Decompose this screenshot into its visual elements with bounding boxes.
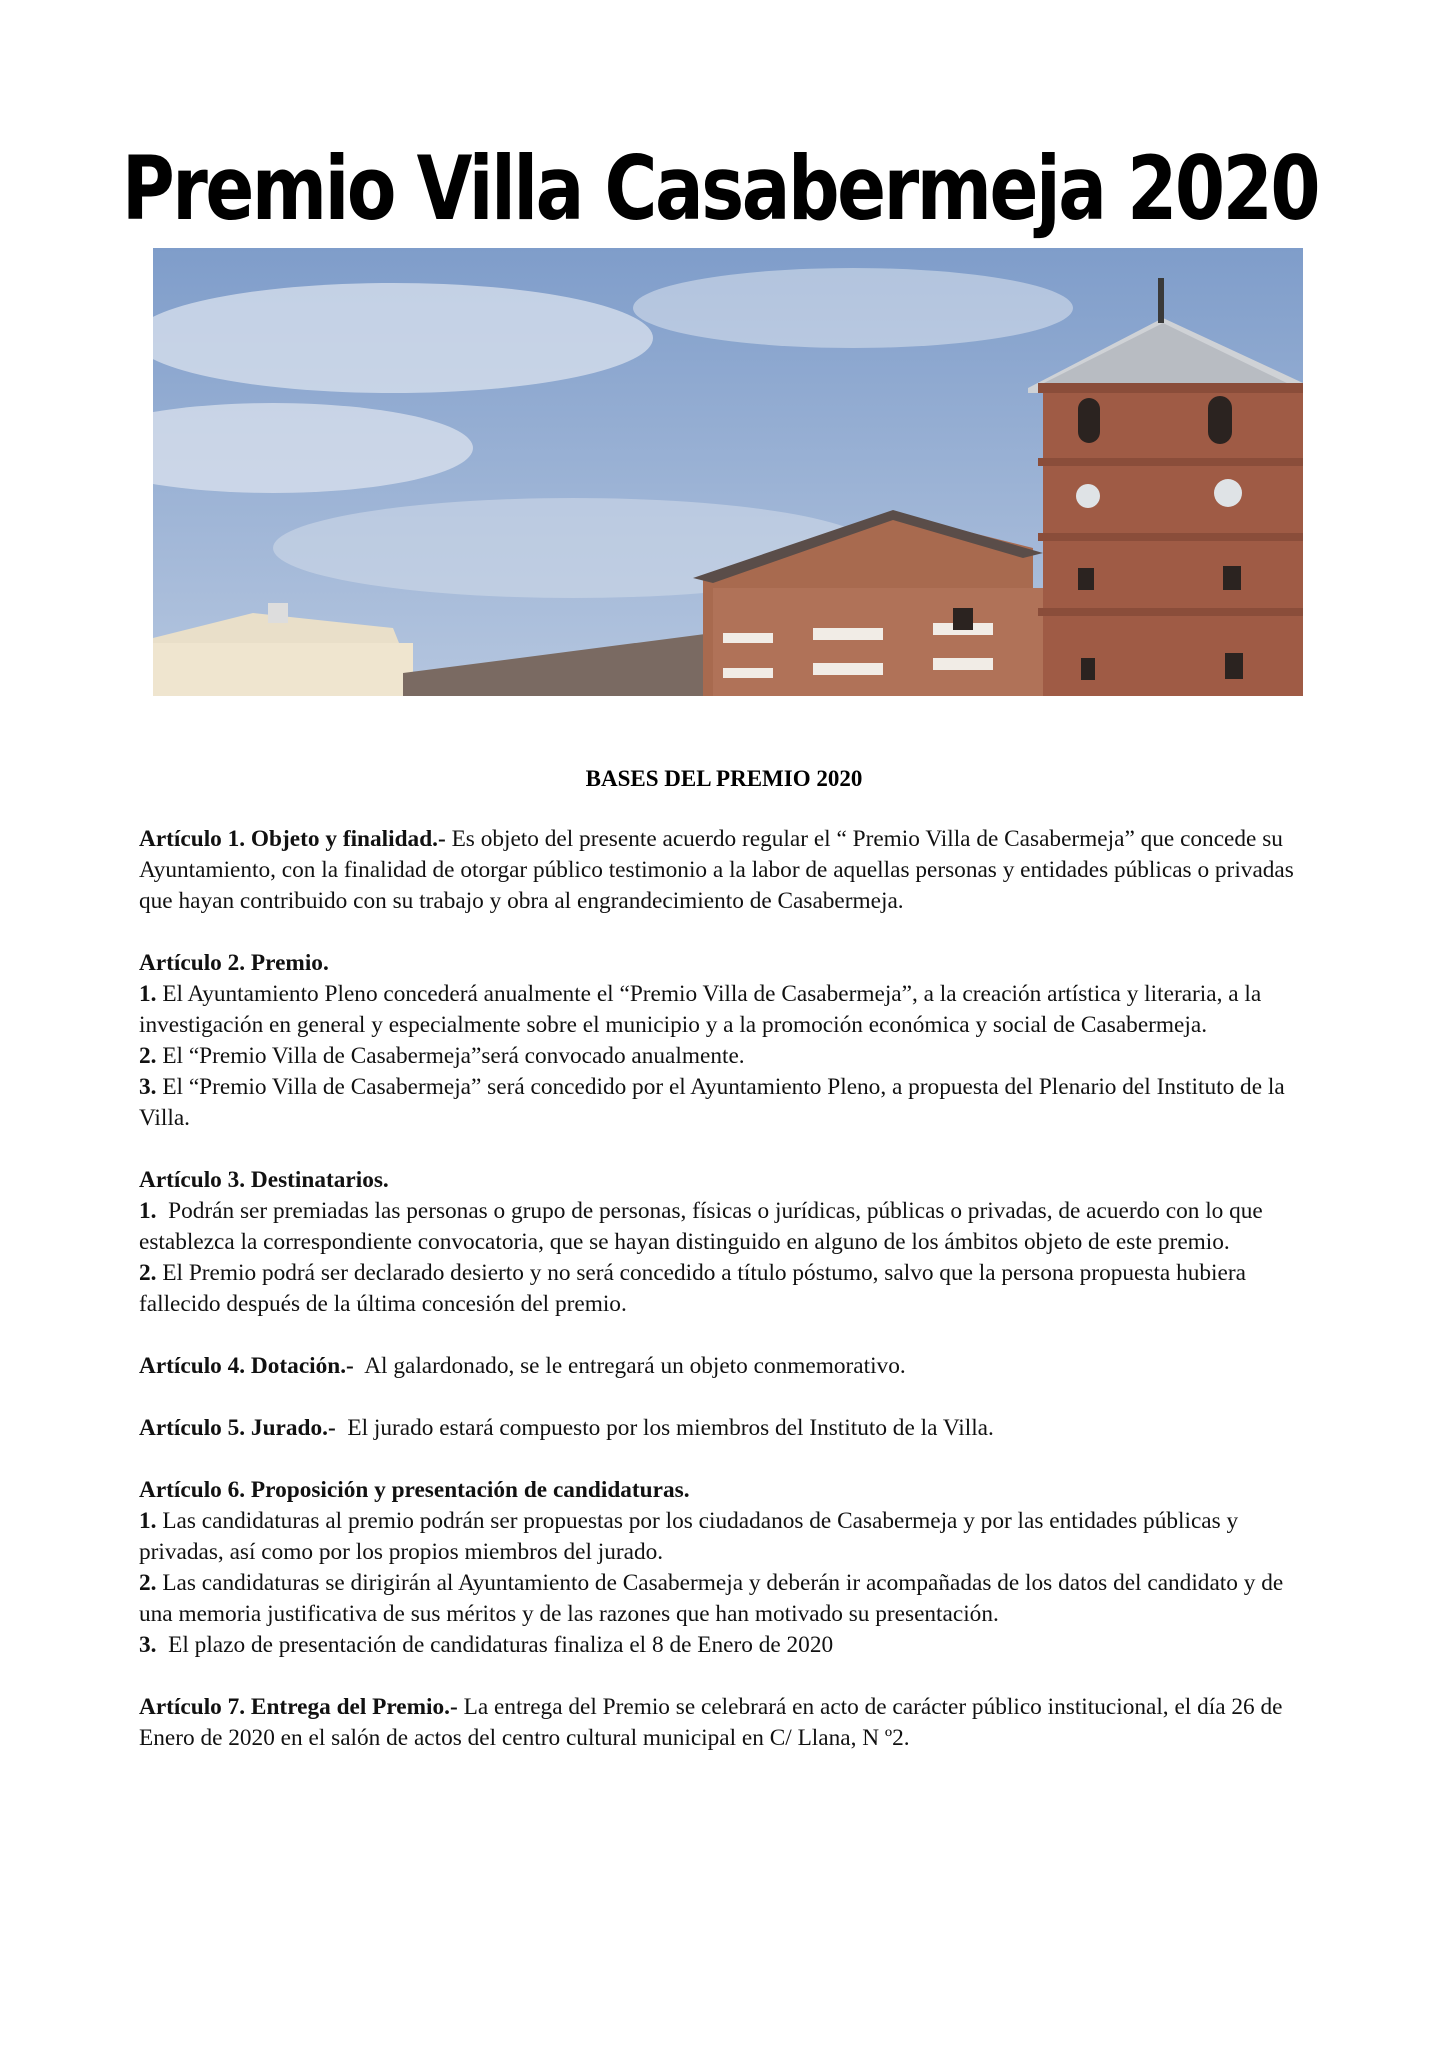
article-item bbox=[139, 1568, 1319, 1630]
item-number: 2. bbox=[139, 1043, 157, 1069]
article-3 bbox=[139, 1165, 1319, 1320]
article-title: Artículo 4. Dotación.- bbox=[139, 1353, 354, 1379]
article-1 bbox=[139, 824, 1319, 917]
item-text: El “Premio Villa de Casabermeja” será concedido por el Ayuntamiento Pleno, a propuesta del Plenario del Instituto de la Villa. bbox=[139, 1074, 1285, 1131]
article-title: Artículo 5. Jurado.- bbox=[139, 1415, 336, 1441]
item-text: El plazo de presentación de candidaturas finaliza el 8 de Enero de 2020 bbox=[168, 1632, 834, 1658]
article-title: Artículo 7. Entrega del Premio.- bbox=[139, 1694, 458, 1720]
item-number: 2. bbox=[139, 1570, 157, 1596]
article-title: Artículo 6. Proposición y presentación de candidaturas. bbox=[139, 1477, 690, 1503]
item-text: El Ayuntamiento Pleno concederá anualmente el “Premio Villa de Casabermeja”, a la creación artística y literaria, a la investigación en general y especialmente sobre el municipio y a la promoción económica y social de Casabermeja. bbox=[139, 981, 1262, 1038]
document-heading: BASES DEL PREMIO 2020 bbox=[585, 766, 863, 791]
article-item bbox=[139, 1630, 1319, 1661]
article-item bbox=[139, 1041, 1319, 1072]
article-title: Artículo 1. Objeto y finalidad.- bbox=[139, 826, 446, 852]
article-5 bbox=[139, 1413, 1319, 1444]
article-text: La entrega del Premio se celebrará en acto de carácter público institucional, el día 26 de Enero de 2020 en el salón de actos del centro cultural municipal en C/ Llana, N º2. bbox=[139, 1694, 1283, 1751]
church-illustration bbox=[153, 248, 1303, 696]
article-text: Es objeto del presente acuerdo regular el “ Premio Villa de Casabermeja” que concede su Ayuntamiento, con la finalidad de otorgar público testimonio a la labor de aquellas personas y entidades públicas o privadas que hayan contribuido con su trabajo y obra al engrandecimiento de Casabermeja. bbox=[139, 826, 1294, 914]
article-title: Artículo 2. Premio. bbox=[139, 950, 329, 976]
article-7 bbox=[139, 1692, 1319, 1754]
item-number: 3. bbox=[139, 1632, 157, 1658]
article-item bbox=[139, 1258, 1319, 1320]
article-6 bbox=[139, 1475, 1319, 1661]
item-text: El “Premio Villa de Casabermeja”será convocado anualmente. bbox=[162, 1043, 745, 1069]
church-photo bbox=[153, 248, 1303, 696]
item-number: 1. bbox=[139, 1508, 157, 1534]
item-text: Podrán ser premiadas las personas o grupo de personas, físicas o jurídicas, públicas o privadas, de acuerdo con lo que establezca la correspondiente convocatoria, que se hayan distinguido en alguno de los ámbitos objeto de este premio. bbox=[139, 1198, 1263, 1255]
article-2 bbox=[139, 948, 1319, 1134]
item-text: Las candidaturas al premio podrán ser propuestas por los ciudadanos de Casabermeja y por las entidades públicas y privadas, así como por los propios miembros del jurado. bbox=[139, 1508, 1239, 1565]
item-number: 3. bbox=[139, 1074, 157, 1100]
article-text: El jurado estará compuesto por los miembros del Instituto de la Villa. bbox=[347, 1415, 994, 1441]
item-text: Las candidaturas se dirigirán al Ayuntamiento de Casabermeja y deberán ir acompañadas de los datos del candidato y de una memoria justificativa de sus méritos y de las razones que han motivado su presentación. bbox=[139, 1570, 1284, 1627]
item-number: 1. bbox=[139, 1198, 157, 1224]
item-number: 1. bbox=[139, 981, 157, 1007]
banner-title: Premio Villa Casabermeja 2020 bbox=[121, 136, 1319, 240]
document-body bbox=[139, 824, 1319, 1785]
article-4 bbox=[139, 1351, 1319, 1382]
article-item bbox=[139, 979, 1319, 1041]
article-item bbox=[139, 1072, 1319, 1134]
item-text: El Premio podrá ser declarado desierto y no será concedido a título póstumo, salvo que la persona propuesta hubiera fallecido después de la última concesión del premio. bbox=[139, 1260, 1246, 1317]
article-item bbox=[139, 1506, 1319, 1568]
article-text: Al galardonado, se le entregará un objeto conmemorativo. bbox=[364, 1353, 906, 1379]
item-number: 2. bbox=[139, 1260, 157, 1286]
article-title: Artículo 3. Destinatarios. bbox=[139, 1167, 389, 1193]
article-item bbox=[139, 1196, 1319, 1258]
